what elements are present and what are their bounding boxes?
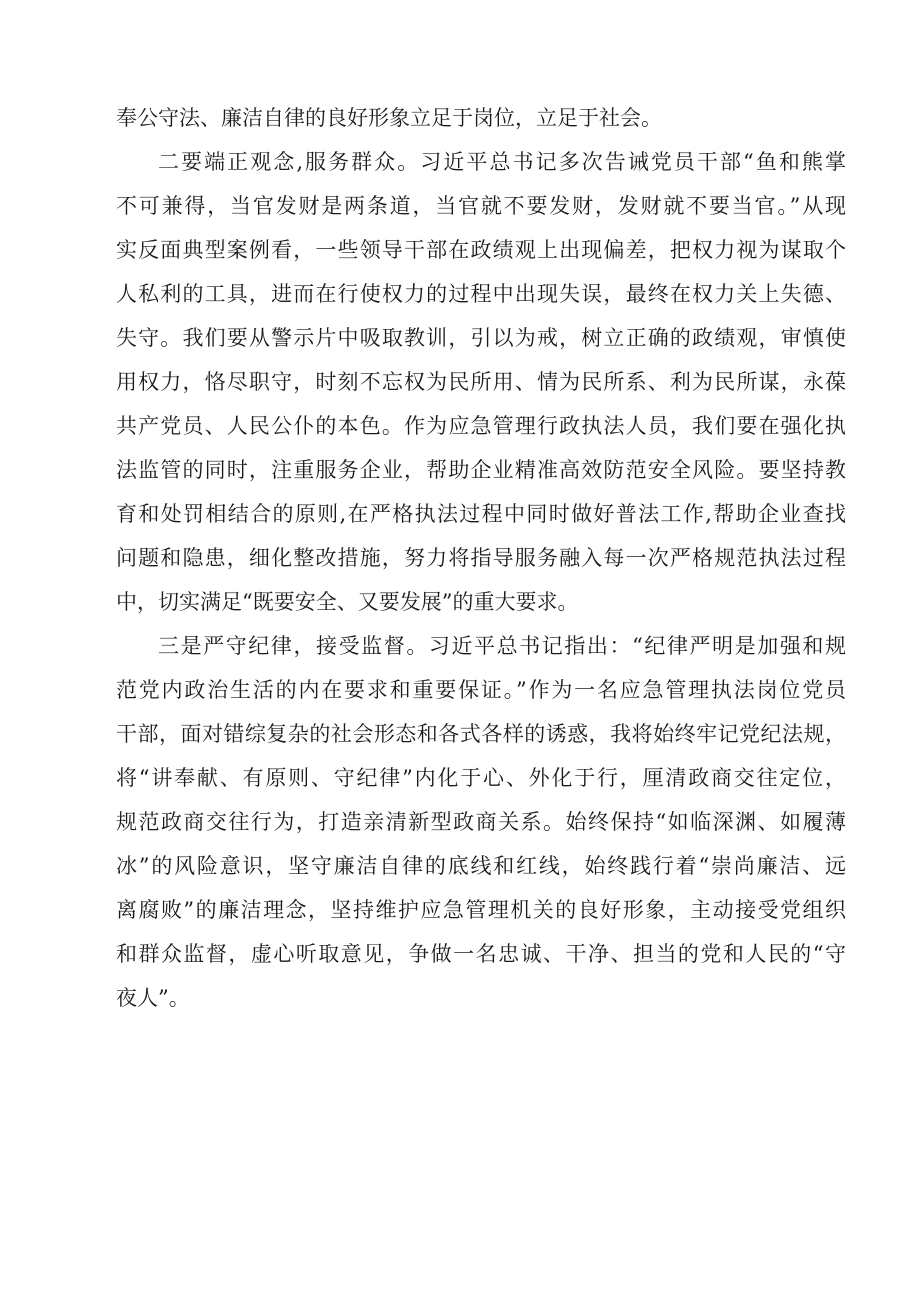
paragraph-start-line: 二要端正观念,服务群众。习近平总书记多次告诫党员干部“鱼和熊掌: [158, 150, 846, 174]
paragraph-start-line: 三是严守纪律，接受监督。习近平总书记指出：“纪律严明是加强和规: [158, 634, 846, 658]
text-line: 冰”的风险意识，坚守廉洁自律的底线和红线，始终践行着“崇尚廉洁、远: [116, 854, 846, 878]
text-line: 用权力，恪尽职守，时刻不忘权为民所用、情为民所系、利为民所谋，永葆: [116, 370, 846, 394]
text-line: 离腐败”的廉洁理念，坚持维护应急管理机关的良好形象，主动接受党组织: [116, 898, 846, 922]
text-line: 夜人”。: [116, 986, 190, 1010]
text-line: 失守。我们要从警示片中吸取教训，引以为戒，树立正确的政绩观，审慎使: [116, 326, 846, 350]
text-line: 问题和隐患，细化整改措施，努力将指导服务融入每一次严格规范执法过程: [116, 546, 846, 570]
text-line: 奉公守法、廉洁自律的良好形象立足于岗位，立足于社会。: [116, 106, 662, 130]
text-line: 干部，面对错综复杂的社会形态和各式各样的诱惑，我将始终牢记党纪法规，: [116, 722, 846, 746]
text-line: 规范政商交往行为，打造亲清新型政商关系。始终保持“如临深渊、如履薄: [116, 810, 846, 834]
text-line: 人私利的工具，进而在行使权力的过程中出现失误，最终在权力关上失德、: [116, 282, 846, 306]
text-line: 中，切实满足“既要安全、又要发展”的重大要求。: [116, 590, 579, 614]
text-line: 育和处罚相结合的原则,在严格执法过程中同时做好普法工作,帮助企业查找: [116, 502, 846, 526]
text-line: 和群众监督，虚心听取意见，争做一名忠诚、干净、担当的党和人民的“守: [116, 942, 846, 966]
text-line: 范党内政治生活的内在要求和重要保证。”作为一名应急管理执法岗位党员: [116, 678, 846, 702]
text-line: 共产党员、人民公仆的本色。作为应急管理行政执法人员，我们要在强化执: [116, 414, 846, 438]
text-line: 不可兼得，当官发财是两条道，当官就不要发财，发财就不要当官。”从现: [116, 194, 846, 218]
text-line: 将“讲奉献、有原则、守纪律”内化于心、外化于行，厘清政商交往定位，: [116, 766, 846, 790]
text-line: 实反面典型案例看，一些领导干部在政绩观上出现偏差，把权力视为谋取个: [116, 238, 846, 262]
text-line: 法监管的同时，注重服务企业，帮助企业精准高效防范安全风险。要坚持教: [116, 458, 846, 482]
